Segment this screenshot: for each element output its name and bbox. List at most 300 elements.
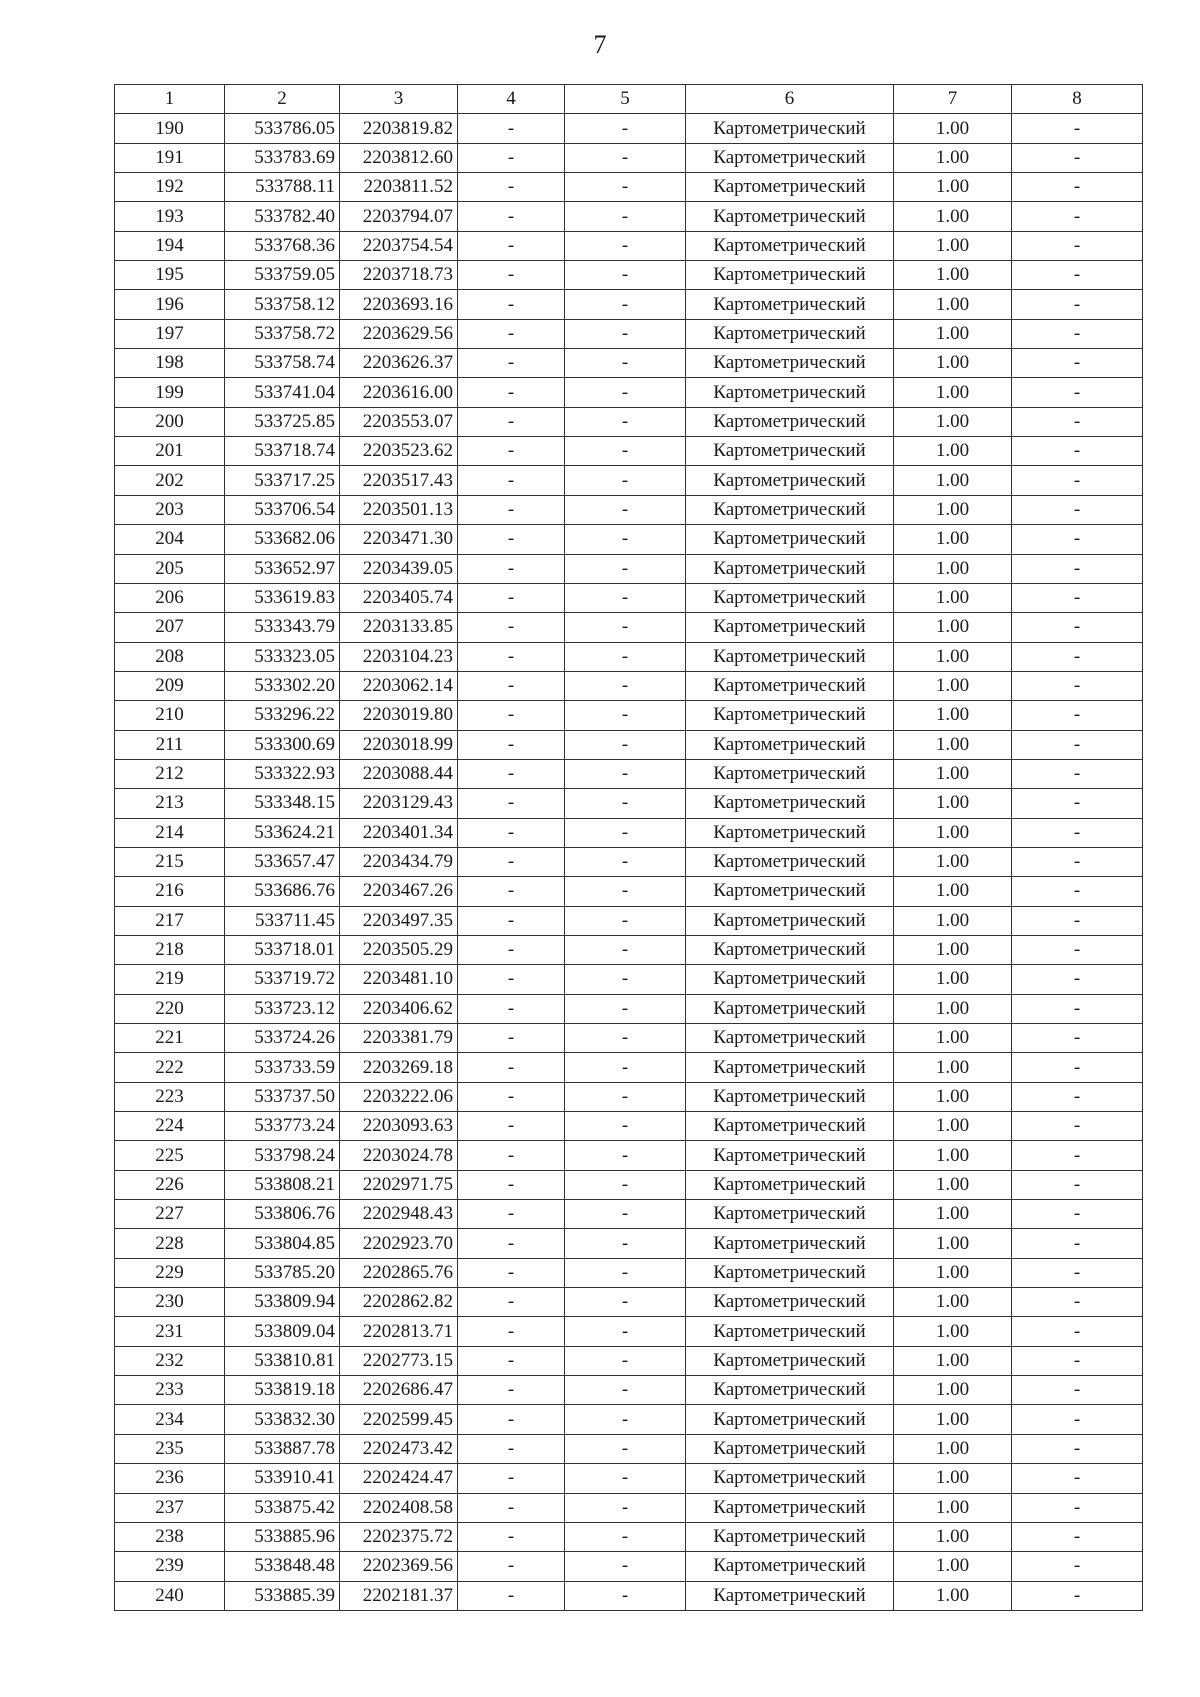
cell-method: Картометрический	[686, 1229, 894, 1258]
cell-point-number: 193	[115, 202, 225, 231]
cell-coord-y: 2203129.43	[340, 789, 458, 818]
cell-col-4: -	[458, 671, 565, 700]
cell-accuracy: 1.00	[894, 1170, 1012, 1199]
cell-point-number: 227	[115, 1200, 225, 1229]
cell-col-8: -	[1012, 407, 1143, 436]
cell-method: Картометрический	[686, 642, 894, 671]
table-row	[115, 173, 1143, 202]
cell-method: Картометрический	[686, 701, 894, 730]
cell-col-5: -	[565, 1346, 686, 1375]
cell-col-5: -	[565, 1258, 686, 1287]
cell-coord-x: 533798.24	[225, 1141, 340, 1170]
cell-col-4: -	[458, 349, 565, 378]
cell-col-8: -	[1012, 231, 1143, 260]
cell-col-8: -	[1012, 818, 1143, 847]
cell-coord-x: 533786.05	[225, 114, 340, 143]
cell-coord-y: 2203629.56	[340, 319, 458, 348]
cell-col-8: -	[1012, 1141, 1143, 1170]
cell-point-number: 195	[115, 261, 225, 290]
cell-point-number: 201	[115, 437, 225, 466]
cell-accuracy: 1.00	[894, 466, 1012, 495]
cell-method: Картометрический	[686, 1317, 894, 1346]
cell-method: Картометрический	[686, 1522, 894, 1551]
cell-accuracy: 1.00	[894, 877, 1012, 906]
cell-col-5: -	[565, 1024, 686, 1053]
cell-method: Картометрический	[686, 1112, 894, 1141]
cell-coord-x: 533686.76	[225, 877, 340, 906]
cell-coord-y: 2203104.23	[340, 642, 458, 671]
cell-col-8: -	[1012, 437, 1143, 466]
cell-point-number: 214	[115, 818, 225, 847]
cell-point-number: 221	[115, 1024, 225, 1053]
cell-accuracy: 1.00	[894, 1229, 1012, 1258]
cell-point-number: 230	[115, 1288, 225, 1317]
cell-col-5: -	[565, 759, 686, 788]
cell-col-4: -	[458, 965, 565, 994]
cell-coord-x: 533718.01	[225, 935, 340, 964]
cell-col-5: -	[565, 1082, 686, 1111]
cell-coord-x: 533809.94	[225, 1288, 340, 1317]
cell-coord-y: 2202408.58	[340, 1493, 458, 1522]
table-row	[115, 818, 1143, 847]
cell-col-5: -	[565, 1405, 686, 1434]
cell-point-number: 223	[115, 1082, 225, 1111]
cell-point-number: 236	[115, 1464, 225, 1493]
cell-coord-x: 533910.41	[225, 1464, 340, 1493]
table-row	[115, 231, 1143, 260]
cell-col-4: -	[458, 525, 565, 554]
cell-col-4: -	[458, 202, 565, 231]
cell-col-4: -	[458, 789, 565, 818]
cell-col-8: -	[1012, 1522, 1143, 1551]
cell-point-number: 210	[115, 701, 225, 730]
cell-col-4: -	[458, 1581, 565, 1610]
cell-method: Картометрический	[686, 554, 894, 583]
cell-point-number: 239	[115, 1552, 225, 1581]
cell-point-number: 211	[115, 730, 225, 759]
cell-coord-x: 533733.59	[225, 1053, 340, 1082]
cell-col-8: -	[1012, 261, 1143, 290]
cell-point-number: 191	[115, 143, 225, 172]
cell-point-number: 218	[115, 935, 225, 964]
table-row	[115, 965, 1143, 994]
cell-method: Картометрический	[686, 583, 894, 612]
cell-point-number: 232	[115, 1346, 225, 1375]
cell-coord-y: 2203405.74	[340, 583, 458, 612]
cell-method: Картометрический	[686, 994, 894, 1023]
cell-col-8: -	[1012, 114, 1143, 143]
cell-col-4: -	[458, 495, 565, 524]
cell-point-number: 199	[115, 378, 225, 407]
cell-accuracy: 1.00	[894, 437, 1012, 466]
cell-coord-x: 533804.85	[225, 1229, 340, 1258]
cell-col-4: -	[458, 407, 565, 436]
table-row	[115, 583, 1143, 612]
cell-col-4: -	[458, 1288, 565, 1317]
cell-col-5: -	[565, 877, 686, 906]
table-row	[115, 1464, 1143, 1493]
cell-col-5: -	[565, 349, 686, 378]
cell-coord-x: 533806.76	[225, 1200, 340, 1229]
table-row	[115, 1376, 1143, 1405]
cell-method: Картометрический	[686, 290, 894, 319]
cell-coord-y: 2203019.80	[340, 701, 458, 730]
cell-coord-x: 533717.25	[225, 466, 340, 495]
cell-col-4: -	[458, 1346, 565, 1375]
cell-accuracy: 1.00	[894, 261, 1012, 290]
table-row	[115, 730, 1143, 759]
cell-point-number: 240	[115, 1581, 225, 1610]
cell-col-5: -	[565, 378, 686, 407]
column-header-3: 3	[340, 85, 458, 114]
table-row	[115, 1053, 1143, 1082]
cell-point-number: 197	[115, 319, 225, 348]
cell-col-8: -	[1012, 525, 1143, 554]
cell-point-number: 213	[115, 789, 225, 818]
table-row	[115, 1112, 1143, 1141]
cell-coord-y: 2202865.76	[340, 1258, 458, 1287]
table-row	[115, 554, 1143, 583]
cell-col-4: -	[458, 1170, 565, 1199]
table-row	[115, 994, 1143, 1023]
cell-col-4: -	[458, 1200, 565, 1229]
cell-accuracy: 1.00	[894, 1141, 1012, 1170]
cell-accuracy: 1.00	[894, 202, 1012, 231]
cell-point-number: 208	[115, 642, 225, 671]
cell-method: Картометрический	[686, 173, 894, 202]
table-row	[115, 378, 1143, 407]
cell-accuracy: 1.00	[894, 290, 1012, 319]
cell-accuracy: 1.00	[894, 1024, 1012, 1053]
cell-coord-x: 533725.85	[225, 407, 340, 436]
cell-col-4: -	[458, 173, 565, 202]
cell-method: Картометрический	[686, 466, 894, 495]
cell-coord-x: 533737.50	[225, 1082, 340, 1111]
table-row	[115, 1141, 1143, 1170]
cell-col-4: -	[458, 290, 565, 319]
cell-coord-x: 533706.54	[225, 495, 340, 524]
cell-col-4: -	[458, 1552, 565, 1581]
cell-col-8: -	[1012, 495, 1143, 524]
cell-coord-x: 533343.79	[225, 613, 340, 642]
cell-coord-y: 2202375.72	[340, 1522, 458, 1551]
cell-method: Картометрический	[686, 349, 894, 378]
cell-col-5: -	[565, 290, 686, 319]
cell-accuracy: 1.00	[894, 554, 1012, 583]
cell-method: Картометрический	[686, 1082, 894, 1111]
cell-coord-y: 2203439.05	[340, 554, 458, 583]
cell-coord-y: 2203616.00	[340, 378, 458, 407]
cell-method: Картометрический	[686, 730, 894, 759]
cell-point-number: 225	[115, 1141, 225, 1170]
cell-accuracy: 1.00	[894, 407, 1012, 436]
cell-col-4: -	[458, 935, 565, 964]
table-row	[115, 525, 1143, 554]
cell-method: Картометрический	[686, 437, 894, 466]
cell-col-4: -	[458, 583, 565, 612]
cell-col-8: -	[1012, 1434, 1143, 1463]
cell-coord-x: 533819.18	[225, 1376, 340, 1405]
cell-accuracy: 1.00	[894, 671, 1012, 700]
cell-col-4: -	[458, 642, 565, 671]
cell-coord-y: 2203434.79	[340, 847, 458, 876]
cell-col-5: -	[565, 525, 686, 554]
cell-coord-y: 2203501.13	[340, 495, 458, 524]
table-row	[115, 1405, 1143, 1434]
cell-col-5: -	[565, 1376, 686, 1405]
cell-coord-x: 533887.78	[225, 1434, 340, 1463]
cell-col-8: -	[1012, 994, 1143, 1023]
cell-accuracy: 1.00	[894, 759, 1012, 788]
cell-col-4: -	[458, 1112, 565, 1141]
cell-col-5: -	[565, 1200, 686, 1229]
cell-col-4: -	[458, 466, 565, 495]
table-row	[115, 613, 1143, 642]
cell-method: Картометрический	[686, 1376, 894, 1405]
cell-col-4: -	[458, 613, 565, 642]
cell-accuracy: 1.00	[894, 1434, 1012, 1463]
cell-accuracy: 1.00	[894, 1405, 1012, 1434]
cell-point-number: 192	[115, 173, 225, 202]
cell-col-8: -	[1012, 701, 1143, 730]
table-row	[115, 701, 1143, 730]
cell-col-5: -	[565, 1229, 686, 1258]
cell-col-8: -	[1012, 1464, 1143, 1493]
column-header-6: 6	[686, 85, 894, 114]
cell-coord-x: 533719.72	[225, 965, 340, 994]
cell-accuracy: 1.00	[894, 965, 1012, 994]
cell-coord-y: 2202686.47	[340, 1376, 458, 1405]
cell-coord-y: 2202599.45	[340, 1405, 458, 1434]
cell-point-number: 216	[115, 877, 225, 906]
table-row	[115, 1229, 1143, 1258]
cell-col-5: -	[565, 671, 686, 700]
cell-coord-y: 2203819.82	[340, 114, 458, 143]
table-row	[115, 906, 1143, 935]
cell-coord-x: 533322.93	[225, 759, 340, 788]
cell-coord-x: 533348.15	[225, 789, 340, 818]
cell-col-5: -	[565, 642, 686, 671]
cell-col-5: -	[565, 143, 686, 172]
cell-coord-x: 533782.40	[225, 202, 340, 231]
cell-method: Картометрический	[686, 759, 894, 788]
cell-accuracy: 1.00	[894, 231, 1012, 260]
cell-accuracy: 1.00	[894, 1581, 1012, 1610]
cell-method: Картометрический	[686, 789, 894, 818]
cell-coord-x: 533885.39	[225, 1581, 340, 1610]
cell-method: Картометрический	[686, 495, 894, 524]
cell-method: Картометрический	[686, 143, 894, 172]
cell-accuracy: 1.00	[894, 994, 1012, 1023]
cell-coord-x: 533682.06	[225, 525, 340, 554]
cell-col-8: -	[1012, 466, 1143, 495]
cell-coord-y: 2203811.52	[340, 173, 458, 202]
cell-point-number: 196	[115, 290, 225, 319]
cell-col-5: -	[565, 261, 686, 290]
cell-coord-x: 533323.05	[225, 642, 340, 671]
cell-accuracy: 1.00	[894, 1258, 1012, 1287]
cell-accuracy: 1.00	[894, 789, 1012, 818]
cell-coord-x: 533758.72	[225, 319, 340, 348]
cell-method: Картометрический	[686, 378, 894, 407]
cell-col-8: -	[1012, 613, 1143, 642]
cell-point-number: 207	[115, 613, 225, 642]
cell-col-8: -	[1012, 1170, 1143, 1199]
cell-coord-x: 533300.69	[225, 730, 340, 759]
cell-coord-y: 2202424.47	[340, 1464, 458, 1493]
table-row	[115, 759, 1143, 788]
cell-coord-y: 2203523.62	[340, 437, 458, 466]
page-number: 7	[593, 30, 607, 59]
cell-coord-x: 533773.24	[225, 1112, 340, 1141]
cell-coord-y: 2202813.71	[340, 1317, 458, 1346]
cell-col-5: -	[565, 1317, 686, 1346]
cell-col-4: -	[458, 1376, 565, 1405]
cell-coord-y: 2203222.06	[340, 1082, 458, 1111]
table-row	[115, 143, 1143, 172]
cell-col-8: -	[1012, 847, 1143, 876]
cell-accuracy: 1.00	[894, 1082, 1012, 1111]
cell-method: Картометрический	[686, 906, 894, 935]
table-body	[115, 114, 1143, 1611]
cell-method: Картометрический	[686, 261, 894, 290]
cell-point-number: 200	[115, 407, 225, 436]
cell-col-4: -	[458, 1434, 565, 1463]
table-row	[115, 877, 1143, 906]
cell-col-4: -	[458, 554, 565, 583]
cell-point-number: 228	[115, 1229, 225, 1258]
cell-point-number: 205	[115, 554, 225, 583]
cell-coord-x: 533619.83	[225, 583, 340, 612]
cell-method: Картометрический	[686, 935, 894, 964]
cell-accuracy: 1.00	[894, 1376, 1012, 1405]
cell-col-8: -	[1012, 173, 1143, 202]
cell-col-8: -	[1012, 1405, 1143, 1434]
cell-coord-y: 2203471.30	[340, 525, 458, 554]
table-row	[115, 202, 1143, 231]
cell-method: Картометрический	[686, 1258, 894, 1287]
cell-coord-x: 533657.47	[225, 847, 340, 876]
cell-coord-x: 533759.05	[225, 261, 340, 290]
cell-coord-x: 533810.81	[225, 1346, 340, 1375]
cell-col-4: -	[458, 1082, 565, 1111]
cell-col-4: -	[458, 1405, 565, 1434]
cell-col-8: -	[1012, 290, 1143, 319]
cell-coord-x: 533741.04	[225, 378, 340, 407]
cell-col-5: -	[565, 701, 686, 730]
cell-coord-x: 533848.48	[225, 1552, 340, 1581]
cell-coord-y: 2202971.75	[340, 1170, 458, 1199]
cell-point-number: 220	[115, 994, 225, 1023]
cell-col-8: -	[1012, 1258, 1143, 1287]
cell-coord-y: 2203062.14	[340, 671, 458, 700]
cell-coord-x: 533885.96	[225, 1522, 340, 1551]
cell-col-5: -	[565, 437, 686, 466]
cell-col-5: -	[565, 789, 686, 818]
cell-method: Картометрический	[686, 847, 894, 876]
cell-col-5: -	[565, 495, 686, 524]
table-row	[115, 349, 1143, 378]
column-header-4: 4	[458, 85, 565, 114]
cell-col-5: -	[565, 114, 686, 143]
cell-col-8: -	[1012, 1229, 1143, 1258]
cell-col-8: -	[1012, 965, 1143, 994]
cell-accuracy: 1.00	[894, 935, 1012, 964]
cell-coord-y: 2203481.10	[340, 965, 458, 994]
cell-accuracy: 1.00	[894, 495, 1012, 524]
cell-col-4: -	[458, 877, 565, 906]
cell-coord-y: 2203754.54	[340, 231, 458, 260]
cell-col-8: -	[1012, 1053, 1143, 1082]
coordinates-table	[114, 84, 1143, 1611]
cell-point-number: 238	[115, 1522, 225, 1551]
cell-method: Картометрический	[686, 1581, 894, 1610]
cell-col-5: -	[565, 1288, 686, 1317]
cell-accuracy: 1.00	[894, 847, 1012, 876]
cell-col-4: -	[458, 114, 565, 143]
cell-col-4: -	[458, 261, 565, 290]
cell-col-5: -	[565, 1112, 686, 1141]
cell-coord-x: 533758.12	[225, 290, 340, 319]
cell-point-number: 224	[115, 1112, 225, 1141]
cell-accuracy: 1.00	[894, 1112, 1012, 1141]
cell-method: Картометрический	[686, 1552, 894, 1581]
cell-method: Картометрический	[686, 965, 894, 994]
cell-coord-y: 2203505.29	[340, 935, 458, 964]
cell-col-5: -	[565, 407, 686, 436]
cell-accuracy: 1.00	[894, 1464, 1012, 1493]
table-row	[115, 1317, 1143, 1346]
table-row	[115, 261, 1143, 290]
table-row	[115, 290, 1143, 319]
cell-method: Картометрический	[686, 1141, 894, 1170]
cell-method: Картометрический	[686, 877, 894, 906]
cell-coord-y: 2203024.78	[340, 1141, 458, 1170]
cell-coord-x: 533724.26	[225, 1024, 340, 1053]
cell-coord-x: 533768.36	[225, 231, 340, 260]
cell-coord-y: 2203093.63	[340, 1112, 458, 1141]
cell-col-5: -	[565, 1053, 686, 1082]
cell-accuracy: 1.00	[894, 173, 1012, 202]
cell-point-number: 237	[115, 1493, 225, 1522]
table-row	[115, 1258, 1143, 1287]
cell-method: Картометрический	[686, 1053, 894, 1082]
cell-col-5: -	[565, 906, 686, 935]
cell-method: Картометрический	[686, 1346, 894, 1375]
cell-col-8: -	[1012, 1082, 1143, 1111]
cell-accuracy: 1.00	[894, 906, 1012, 935]
column-header-8: 8	[1012, 85, 1143, 114]
cell-point-number: 212	[115, 759, 225, 788]
cell-accuracy: 1.00	[894, 701, 1012, 730]
cell-col-5: -	[565, 554, 686, 583]
cell-col-8: -	[1012, 730, 1143, 759]
cell-coord-x: 533785.20	[225, 1258, 340, 1287]
cell-col-4: -	[458, 1522, 565, 1551]
cell-point-number: 209	[115, 671, 225, 700]
cell-point-number: 203	[115, 495, 225, 524]
table-row	[115, 1200, 1143, 1229]
cell-col-4: -	[458, 143, 565, 172]
cell-col-5: -	[565, 965, 686, 994]
cell-method: Картометрический	[686, 407, 894, 436]
table-row	[115, 1346, 1143, 1375]
cell-accuracy: 1.00	[894, 319, 1012, 348]
cell-method: Картометрический	[686, 202, 894, 231]
cell-col-4: -	[458, 1493, 565, 1522]
cell-coord-y: 2203133.85	[340, 613, 458, 642]
cell-col-8: -	[1012, 378, 1143, 407]
